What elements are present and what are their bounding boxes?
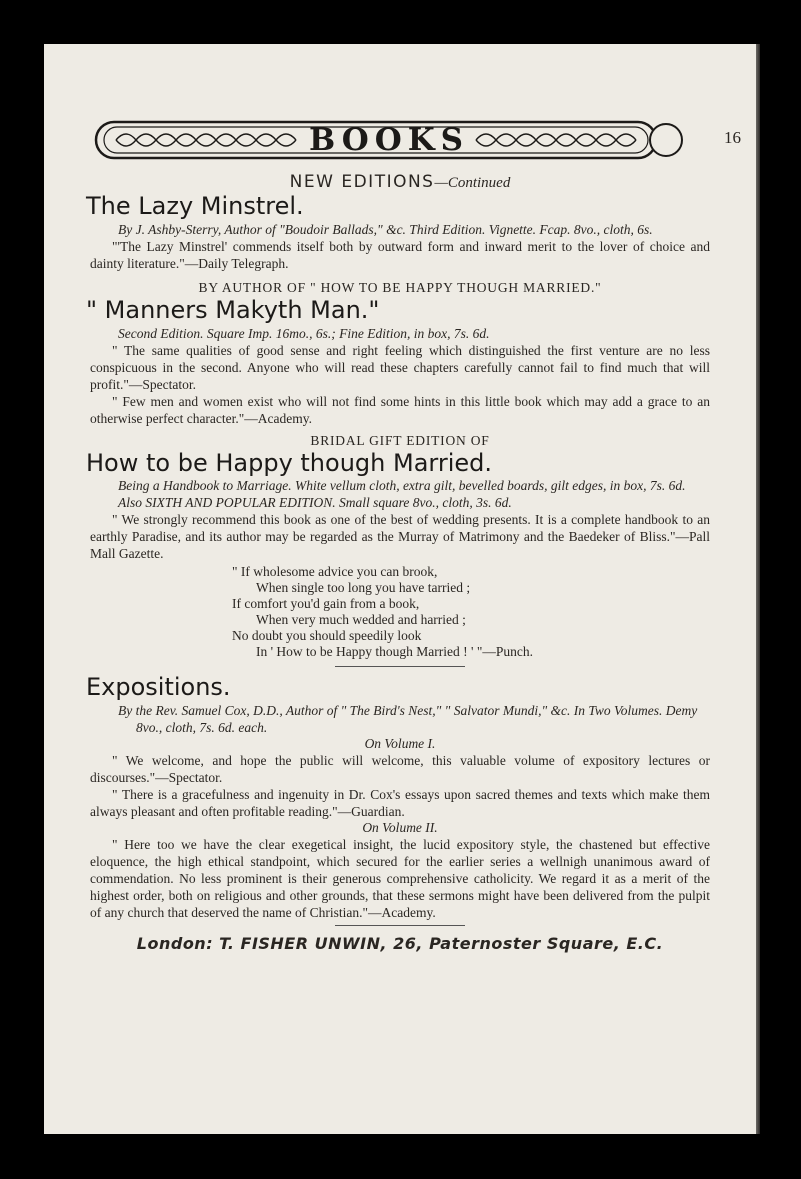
book-byline: By the Rev. Samuel Cox, D.D., Author of " The Bird's Nest," " Salvator Mundi," &c. In Two Volumes. Demy 8vo., cloth, 7s. 6d. each. bbox=[118, 703, 698, 736]
review-quote: "'The Lazy Minstrel' commends itself both by outward form and inward merit to the lover of choice and dainty literature."—Daily Telegraph. bbox=[90, 238, 710, 271]
book-byline: By J. Ashby-Sterry, Author of "Boudoir Ballads," &c. Third Edition. Vignette. Fcap. 8vo., cloth, 6s. bbox=[118, 221, 653, 237]
section-heading bbox=[90, 172, 710, 192]
books-banner-ornament bbox=[94, 116, 684, 164]
poem-line: When single too long you have tarried ; bbox=[256, 580, 471, 596]
punch-poem bbox=[232, 564, 710, 660]
divider-rule bbox=[335, 925, 465, 926]
edition-heading: BY AUTHOR OF " HOW TO BE HAPPY THOUGH MARRIED." bbox=[198, 279, 602, 295]
review-quote: " Few men and women exist who will not find some hints in this little book which may add a grace to an otherwise perfect character."—Academy. bbox=[90, 393, 710, 426]
book-byline: Second Edition. Square Imp. 16mo., 6s.; Fine Edition, in box, 7s. 6d. bbox=[118, 325, 490, 341]
section-continued: —Continued bbox=[434, 175, 511, 191]
poem-line: In ' How to be Happy though Married ! ' "—Punch. bbox=[256, 644, 533, 660]
review-quote: " The same qualities of good sense and right feeling which distinguished the first venture are no less conspicuous in the second. Anyone who will read these chapters carefully cannot fail to find much that will profit."—Spectator. bbox=[90, 342, 710, 392]
review-quote: " Here too we have the clear exegetical insight, the lucid expository style, the chastened but effective eloquence, the high ethical standpoint, which secured for the earlier series a wellnigh unanimous award of commendation. No less prominent is their generous comprehensive catholicity. We regard it as a merit of the highest order, both on religious and other grounds, that these sermons might have been delivered from the pulpit of any church that deserved the name of Christian."—Academy. bbox=[90, 837, 710, 921]
book-title: The Lazy Minstrel. bbox=[86, 192, 304, 220]
poem-line: " If wholesome advice you can brook, bbox=[232, 564, 438, 580]
banner-title: BOOKS bbox=[308, 122, 470, 158]
book-also-edition: Also SIXTH AND POPULAR EDITION. Small square 8vo., cloth, 3s. 6d. bbox=[118, 495, 512, 511]
volume-heading: On Volume II. bbox=[362, 820, 438, 836]
book-title: Expositions. bbox=[86, 673, 231, 702]
section-title: NEW EDITIONS bbox=[289, 172, 435, 192]
review-quote: " We strongly recommend this book as one of the best of wedding presents. It is a complete handbook to an earthly Paradise, and its author may be regarded as the Murray of Matrimony and the Baedeker of Bliss."—Pall Mall Gazette. bbox=[90, 512, 710, 562]
book-title: How to be Happy though Married. bbox=[86, 448, 493, 477]
page-number: 16 bbox=[724, 128, 741, 147]
poem-line: When very much wedded and harried ; bbox=[256, 612, 466, 628]
page-edge bbox=[756, 44, 760, 1134]
book-byline: Being a Handbook to Marriage. White vellum cloth, extra gilt, bevelled boards, gilt edges, in box, 7s. 6d. bbox=[118, 478, 686, 494]
book-title: " Manners Makyth Man." bbox=[86, 295, 380, 324]
publisher-imprint: London: T. FISHER UNWIN, 26, Paternoster Square, E.C. bbox=[136, 934, 664, 954]
poem-line: No doubt you should speedily look bbox=[232, 628, 422, 644]
review-quote: " There is a gracefulness and ingenuity in Dr. Cox's essays upon sacred themes and texts which make them always pleasant and often profitable reading."—Guardian. bbox=[90, 787, 710, 820]
volume-heading: On Volume I. bbox=[364, 736, 436, 752]
page-content bbox=[86, 172, 710, 954]
review-quote: " We welcome, and hope the public will welcome, this valuable volume of expository lectures or discourses."—Spectator. bbox=[90, 753, 710, 786]
poem-line: If comfort you'd gain from a book, bbox=[232, 596, 420, 612]
edition-heading: BRIDAL GIFT EDITION OF bbox=[310, 432, 490, 448]
divider-rule bbox=[335, 666, 465, 667]
